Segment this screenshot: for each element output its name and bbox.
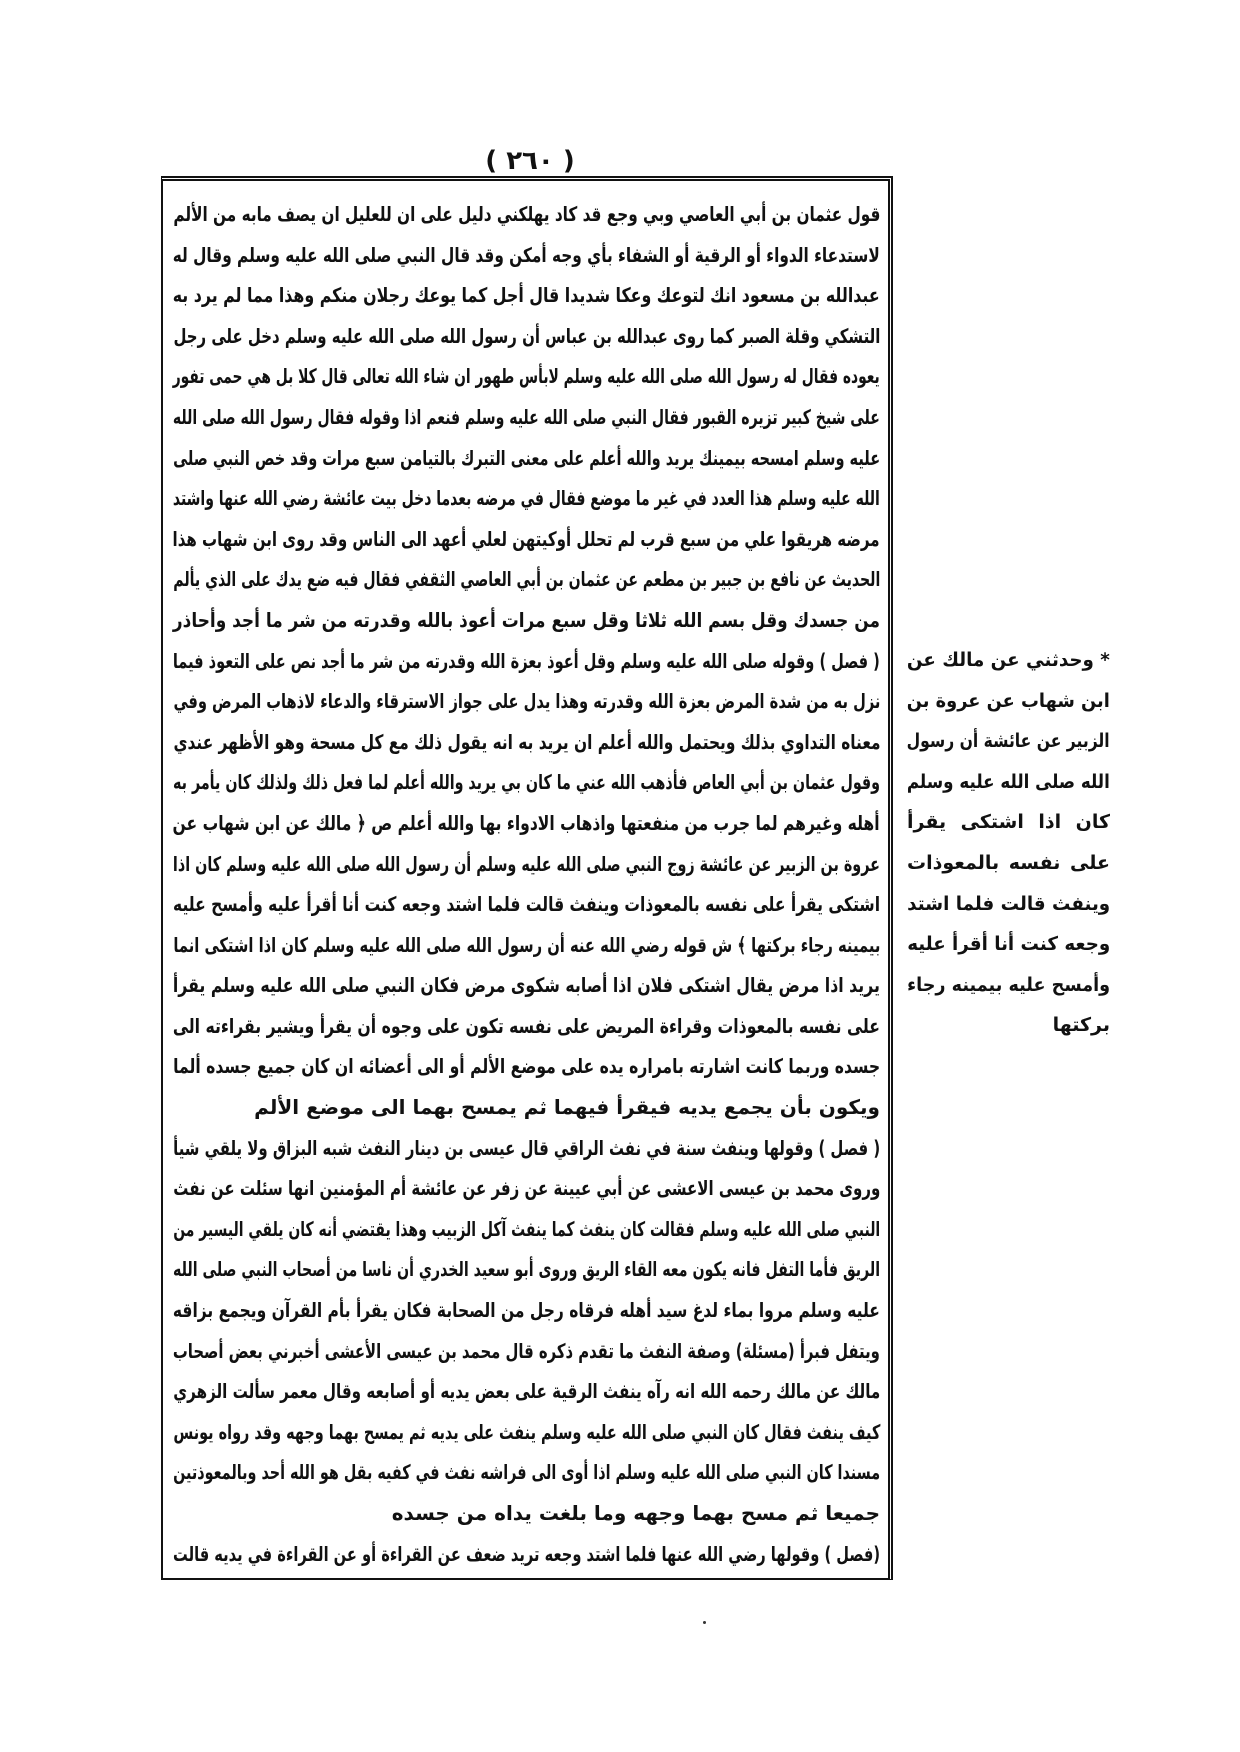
main-text-line: التشكي وقلة الصبر كما روى عبدالله بن عباس أن رسول الله صلى الله عليه وسلم دخل على رجل bbox=[173, 323, 880, 348]
margin-note-line: كان اذا اشتكى يقرأ bbox=[907, 811, 1110, 834]
main-text-line: عبدالله بن مسعود انك لتوعك وعكا شديدا قال أجل كما يوعك رجلان منكم وهذا مما لم يرد به bbox=[173, 283, 880, 308]
section-heading-line: (فصل ) وقولها رضي الله عنها فلما اشتد وجعه تريد ضعف عن القراءة أو عن القراءة في يديه قالت bbox=[172, 1541, 880, 1566]
main-text-line: يريد اذا مرض يقال اشتكى فلان اذا أصابه شكوى مرض فكان النبي صلى الله عليه وسلم يقرأ bbox=[173, 973, 880, 998]
main-text-line: عليه وسلم امسحه بيمينك يريد والله أعلم على معنى التبرك بالتيامن سبع مرات وقد خص النبي صلى bbox=[173, 445, 880, 470]
main-text-line: الحديث عن نافع بن جبير بن مطعم عن عثمان بن أبي العاصي الثقفي فقال فيه ضع يدك على الذي يألم bbox=[172, 567, 880, 592]
main-text-line: كيف ينفث فقال كان النبي صلى الله عليه وسلم ينفث على يديه ثم يمسح بهما وجهه وقد رواه يونس bbox=[172, 1419, 880, 1444]
margin-note-line: وأمسح عليه بيمينه رجاء bbox=[907, 973, 1110, 996]
margin-note-line: ابن شهاب عن عروة بن bbox=[906, 689, 1110, 712]
margin-note-line: وجعه كنت أنا أقرأ عليه bbox=[906, 933, 1110, 956]
main-text-line: أهله وغيرهم لما جرب من منفعتها واذهاب الادواء بها والله أعلم ص ﴿ مالك عن ابن شهاب عن bbox=[173, 810, 880, 835]
main-text-line: جسده وربما كانت اشارته بامراره يده على موضع الألم أو الى أعضائه ان كان جميع جسده ألما bbox=[172, 1054, 880, 1079]
main-text-line: من جسدك وقل بسم الله ثلاثا وقل سبع مرات أعوذ بالله وقدرته من شر ما أجد وأحاذر bbox=[172, 607, 880, 632]
main-text-line: عروة بن الزبير عن عائشة زوج النبي صلى الله عليه وسلم أن رسول الله صلى الله عليه وسلم كان اذا bbox=[172, 851, 880, 876]
main-text-line: ويكون بأن يجمع يديه فيقرأ فيهما ثم يمسح بهما الى موضع الألم bbox=[254, 1095, 880, 1120]
main-text-line: الريق فأما التفل فانه يكون معه القاء الريق وروى أبو سعيد الخدري أن ناسا من أصحاب النبي صلى الله bbox=[172, 1257, 880, 1282]
scan-speck bbox=[703, 1621, 706, 1624]
main-text-line: مسندا كان النبي صلى الله عليه وسلم اذا أوى الى فراشه نفث في كفيه بقل هو الله أحد وبالمعوذتين bbox=[172, 1460, 880, 1485]
main-text-line: قول عثمان بن أبي العاصي وبي وجع قد كاد يهلكني دليل على ان للعليل ان يصف مابه من الألم bbox=[173, 202, 880, 226]
page-number: ( ٢٦٠ ) bbox=[485, 146, 575, 176]
main-text-line: معناه التداوي بذلك ويحتمل والله أعلم ان يريد به انه يقول ذلك مع كل مسحة وهو الأظهر عندي bbox=[172, 729, 880, 754]
main-text-line: مرضه هريقوا علي من سبع قرب لم تحلل أوكيتهن لعلي أعهد الى الناس وقد روى ابن شهاب هذا bbox=[172, 526, 880, 551]
margin-note-line: الزبير عن عائشة أن رسول bbox=[907, 730, 1110, 753]
main-text-line: وروى محمد بن عيسى الاعشى عن أبي عيينة عن زفر عن عائشة أم المؤمنين انها سئلت عن نفث bbox=[172, 1176, 880, 1201]
main-text-line: الله عليه وسلم هذا العدد في غير ما موضع فقال في مرضه بعدما دخل بيت عائشة رضي الله عنها واشتد bbox=[172, 486, 880, 511]
main-text-line: بيمينه رجاء بركتها ﴾ ش قوله رضي الله عنه أن رسول الله صلى الله عليه وسلم كان اذا اشتكى انما bbox=[172, 932, 880, 957]
main-text-line: يعوده فقال له رسول الله صلى الله عليه وسلم لابأس طهور ان شاء الله تعالى قال كلا بل هي حمى تفور bbox=[172, 364, 880, 389]
margin-note-line: وينفث قالت فلما اشتد bbox=[906, 892, 1110, 915]
main-text-line: مالك عن مالك رحمه الله انه رآه ينفث الرقية على بعض يديه أو أصابعه وقال معمر سألت الزهري bbox=[173, 1379, 880, 1404]
main-text-line: على نفسه بالمعوذات وقراءة المريض على نفسه تكون على وجوه أن يقرأ ويشير بقراءته الى bbox=[173, 1013, 880, 1038]
section-heading-line: ( فصل ) وقوله صلى الله عليه وسلم وقل أعوذ بعزة الله وقدرته من شر ما أجد نص على التعوذ فيما bbox=[172, 648, 880, 673]
main-text-frame bbox=[161, 176, 893, 1580]
main-text-line: وقول عثمان بن أبي العاص فأذهب الله عني ما كان بي يريد والله أعلم لما فعل ذلك ولذلك كان يأمر به bbox=[173, 770, 880, 795]
main-text-line: لاستدعاء الدواء أو الرقية أو الشفاء بأي وجه أمكن وقد قال النبي صلى الله عليه وسلم وقال له bbox=[173, 242, 880, 267]
main-text-line: نزل به من شدة المرض بعزة الله وقدرته وهذا يدل على جواز الاسترقاء والدعاء لاذهاب المرض وفي bbox=[173, 689, 880, 714]
margin-note-line: * وحدثني عن مالك عن bbox=[906, 649, 1110, 671]
margin-note-line: الله صلى الله عليه وسلم bbox=[907, 770, 1110, 793]
main-text-line: على شيخ كبير تزيره القبور فقال النبي صلى الله عليه وسلم فنعم اذا وقوله فقال رسول الله صلى الله bbox=[172, 404, 880, 429]
main-text-line: عليه وسلم مروا بماء لدغ سيد أهله فرقاه رجل من الصحابة فكان يقرأ بأم القرآن ويجمع بزاقه bbox=[173, 1298, 880, 1323]
margin-note-line: على نفسه بالمعوذات bbox=[907, 851, 1110, 874]
margin-note-line: بركتها bbox=[1052, 1014, 1110, 1037]
margin-note bbox=[905, 640, 1110, 1052]
main-text-line: ويتفل فبرأ (مسئلة) وصفة النفث ما تقدم ذكره قال محمد بن عيسى الأعشى أخبرني بعض أصحاب bbox=[172, 1338, 880, 1363]
main-text-line: النبي صلى الله عليه وسلم فقالت كان ينفث كما ينفث آكل الزبيب وهذا يقتضي أنه كان يلقي اليسير من bbox=[172, 1216, 880, 1241]
section-heading-line: ( فصل ) وقولها وينفث سنة في نفث الراقي قال عيسى بن دينار النفث شبه البزاق ولا يلقي شيأ bbox=[172, 1135, 880, 1160]
main-text-line: اشتكى يقرأ على نفسه بالمعوذات وينفث قالت فلما اشتد وجعه كنت أنا أقرأ عليه وأمسح عليه bbox=[172, 892, 880, 917]
main-text-line: جميعا ثم مسح بهما وجهه وما بلغت يداه من جسده bbox=[391, 1501, 880, 1525]
